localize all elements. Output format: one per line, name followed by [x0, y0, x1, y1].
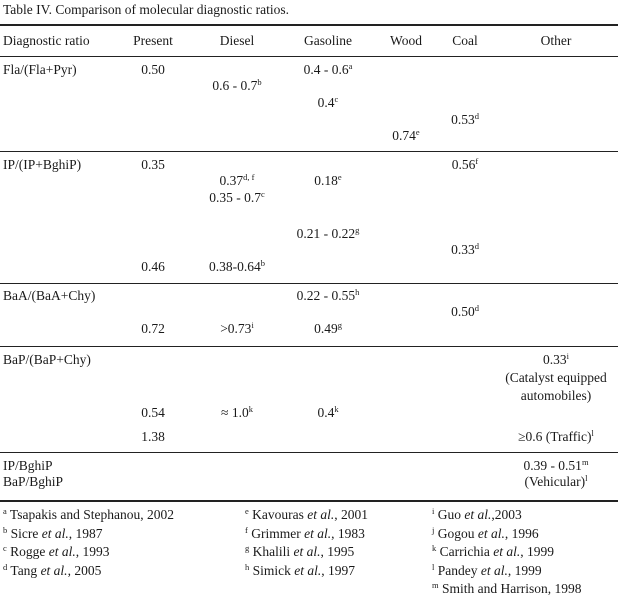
- cell-value: 0.22 - 0.55: [296, 288, 356, 303]
- cell-value: ≈ 1.0: [221, 405, 249, 420]
- footnote-marker: i: [566, 351, 569, 361]
- footnote-marker: c: [334, 94, 339, 104]
- header-wood: Wood: [390, 33, 422, 48]
- cell-value: 0.56: [451, 157, 476, 172]
- cell-value: 0.35: [141, 157, 165, 172]
- cell-diesel: [220, 321, 254, 337]
- cell-coal: [451, 304, 479, 320]
- cell-gasoline: [314, 321, 342, 337]
- footnote-year: , 1993: [75, 544, 110, 559]
- footnote-marker: g: [355, 225, 360, 235]
- footnote-author: Pandey: [437, 562, 481, 578]
- footnote-marker: i: [251, 320, 254, 330]
- footnote-et-al: et al.: [304, 525, 332, 541]
- footnote-item: [3, 526, 103, 542]
- header-gasoline: Gasoline: [304, 33, 352, 48]
- footnote-year: , 2001: [334, 507, 369, 522]
- footnote-marker: m: [432, 580, 439, 590]
- footnote-item: [3, 507, 174, 523]
- footnote-marker: j: [432, 524, 435, 535]
- cell-value: ≥0.6 (Traffic): [518, 429, 592, 444]
- cell-gasoline: [304, 62, 353, 78]
- cell-value: 0.33: [451, 242, 475, 257]
- footnote-author: Carrichia: [439, 544, 494, 559]
- cell-value: 0.38-0.64: [209, 259, 261, 274]
- footnote-marker: d: [474, 241, 479, 251]
- header-rule: [0, 56, 618, 57]
- footnote-marker: b: [3, 524, 8, 535]
- footnote-year: , 1987: [68, 525, 103, 541]
- footnote-marker: g: [337, 320, 342, 330]
- footnote-author: Grimmer: [251, 525, 305, 541]
- cell-diesel: [220, 173, 255, 189]
- footnote-item: [432, 544, 554, 560]
- cell-diesel: [221, 405, 253, 421]
- cell-value: 0.35 - 0.7: [209, 190, 261, 205]
- cell-value: 0.74: [392, 128, 416, 143]
- bottom-rule: [0, 500, 618, 502]
- footnote-year: , 1999: [507, 562, 542, 578]
- footnote-year: , 1997: [321, 562, 356, 578]
- cell-gasoline: [318, 95, 339, 111]
- footnote-et-al: et al.: [464, 507, 492, 522]
- footnote-author: Smith and Harrison, 1998: [442, 581, 582, 596]
- footnote-author: Sicre: [10, 525, 42, 541]
- cell-value: 0.21 - 0.22: [296, 226, 356, 241]
- footnote-item: [245, 507, 368, 523]
- footnote-marker: c: [260, 189, 265, 199]
- footnote-marker: m: [581, 457, 589, 467]
- cell-value: 0.4: [317, 95, 335, 110]
- footnote-marker: h: [245, 561, 250, 572]
- footnote-et-al: et al.: [480, 562, 508, 578]
- cell-value: 1.38: [141, 429, 165, 444]
- footnote-marker: b: [257, 77, 262, 87]
- cell-gasoline: [314, 173, 341, 189]
- header-other: Other: [540, 33, 572, 48]
- group-rule: [0, 452, 618, 453]
- cell-other: [521, 388, 592, 404]
- footnote-marker: a: [348, 61, 353, 71]
- cell-gasoline: [297, 288, 360, 304]
- footnote-author: Tang: [10, 562, 41, 578]
- footnote-marker: f: [245, 524, 248, 535]
- cell-value: 0.37: [219, 173, 244, 188]
- footnote-marker: e: [415, 127, 420, 137]
- footnote-et-al: et al.: [307, 507, 335, 522]
- footnote-item: [3, 544, 110, 560]
- footnote-et-al: et al.: [41, 525, 69, 541]
- footnote-item: [432, 507, 522, 523]
- footnote-marker: k: [334, 404, 339, 414]
- footnote-marker: k: [432, 543, 437, 553]
- cell-value: >0.73: [220, 321, 252, 336]
- group-rule: [0, 346, 618, 347]
- cell-value: 0.49: [314, 321, 338, 336]
- footnote-year: , 1983: [331, 525, 365, 541]
- cell-coal: [451, 112, 479, 128]
- cell-gasoline: [297, 226, 360, 242]
- header-diagnostic-ratio: Diagnostic ratio: [3, 33, 90, 48]
- footnote-marker: k: [248, 404, 253, 414]
- cell-other: [524, 474, 587, 490]
- footnote-marker: b: [260, 258, 265, 268]
- cell-diesel: [209, 190, 265, 206]
- footnote-author: Tsapakis and Stephanou, 2002: [9, 507, 174, 522]
- group-rule: [0, 151, 618, 152]
- cell-value: 0.18: [314, 173, 338, 188]
- cell-value: 0.39 - 0.51: [523, 458, 582, 473]
- row-label: IP/(IP+BghiP): [3, 157, 82, 172]
- footnote-marker: l: [591, 428, 594, 438]
- cell-other: [518, 429, 594, 445]
- row-label: BaA/(BaA+Chy): [3, 288, 96, 303]
- footnote-author: Kavouras: [252, 507, 308, 522]
- cell-other: [543, 352, 569, 368]
- footnote-et-al: et al.: [477, 525, 505, 541]
- footnote-item: [432, 581, 582, 597]
- top-rule: [0, 24, 618, 26]
- cell-diesel: [209, 259, 265, 275]
- cell-present: [141, 405, 165, 421]
- cell-value: 0.72: [141, 321, 165, 336]
- footnote-marker: g: [245, 543, 250, 553]
- footnote-marker: e: [245, 506, 249, 516]
- header-present: Present: [133, 33, 173, 48]
- footnote-et-al: et al.: [48, 544, 76, 559]
- footnote-item: [245, 544, 354, 560]
- row-label: BaP/BghiP: [3, 474, 64, 489]
- footnote-marker: d: [3, 561, 8, 572]
- footnote-et-al: et al.: [493, 544, 521, 559]
- footnote-marker: i: [432, 506, 435, 516]
- footnote-marker: h: [355, 287, 360, 297]
- footnote-marker: l: [432, 561, 435, 572]
- cell-other: [523, 458, 588, 474]
- footnote-year: , 1996: [504, 525, 539, 541]
- cell-present: [141, 157, 165, 173]
- cell-diesel: [212, 78, 261, 94]
- cell-value: 0.54: [141, 405, 165, 420]
- footnote-item: [432, 563, 542, 579]
- cell-value: 0.33: [543, 352, 567, 367]
- row-label: BaP/(BaP+Chy): [3, 352, 91, 367]
- cell-value: automobiles): [520, 388, 592, 403]
- cell-wood: [392, 128, 419, 144]
- footnote-marker: f: [475, 156, 479, 166]
- cell-other: [505, 370, 607, 386]
- footnote-item: [3, 563, 101, 579]
- cell-coal: [451, 242, 479, 258]
- footnote-item: [432, 526, 539, 542]
- cell-present: [141, 429, 165, 445]
- row-label: Fla/(Fla+Pyr): [3, 62, 77, 77]
- footnote-marker: d, f: [243, 172, 255, 182]
- footnote-marker: e: [337, 172, 342, 182]
- footnote-author: Simick: [252, 562, 295, 578]
- footnote-year: , 1995: [320, 544, 355, 559]
- footnote-marker: d: [474, 111, 479, 121]
- cell-value: 0.4 - 0.6: [303, 62, 349, 77]
- footnote-et-al: et al.: [40, 562, 68, 578]
- cell-value: 0.4: [317, 405, 335, 420]
- cell-present: [141, 259, 165, 275]
- cell-value: 0.50: [451, 304, 475, 319]
- footnote-marker: d: [474, 303, 479, 313]
- footnote-et-al: et al.: [294, 562, 322, 578]
- header-diesel: Diesel: [219, 33, 255, 48]
- footnote-year: , 2005: [67, 562, 102, 578]
- footnote-year: , 1999: [520, 544, 554, 559]
- cell-gasoline: [317, 405, 338, 421]
- cell-coal: [452, 157, 478, 173]
- table-caption: Table IV. Comparison of molecular diagnostic ratios.: [3, 2, 289, 17]
- footnote-author: Gogou: [437, 525, 478, 541]
- footnote-marker: c: [3, 543, 7, 553]
- cell-value: 0.46: [141, 259, 165, 274]
- footnote-author: Rogge: [10, 544, 49, 559]
- footnote-author: Khalili: [252, 544, 294, 559]
- footnote-year: ,2003: [491, 507, 522, 522]
- footnote-marker: a: [3, 506, 7, 516]
- footnote-item: [245, 526, 365, 542]
- row-label: IP/BghiP: [3, 458, 53, 473]
- cell-present: [141, 321, 165, 337]
- header-coal: Coal: [452, 33, 478, 48]
- cell-value: 0.6 - 0.7: [212, 78, 258, 93]
- cell-value: (Vehicular): [524, 474, 586, 489]
- footnote-item: [245, 563, 355, 579]
- footnote-et-al: et al.: [293, 544, 321, 559]
- cell-value: 0.50: [141, 62, 165, 77]
- footnote-marker: l: [585, 473, 588, 483]
- cell-present: [141, 62, 165, 78]
- cell-value: (Catalyst equipped: [505, 370, 607, 385]
- cell-value: 0.53: [451, 112, 475, 127]
- footnote-author: Guo: [437, 507, 465, 522]
- group-rule: [0, 283, 618, 284]
